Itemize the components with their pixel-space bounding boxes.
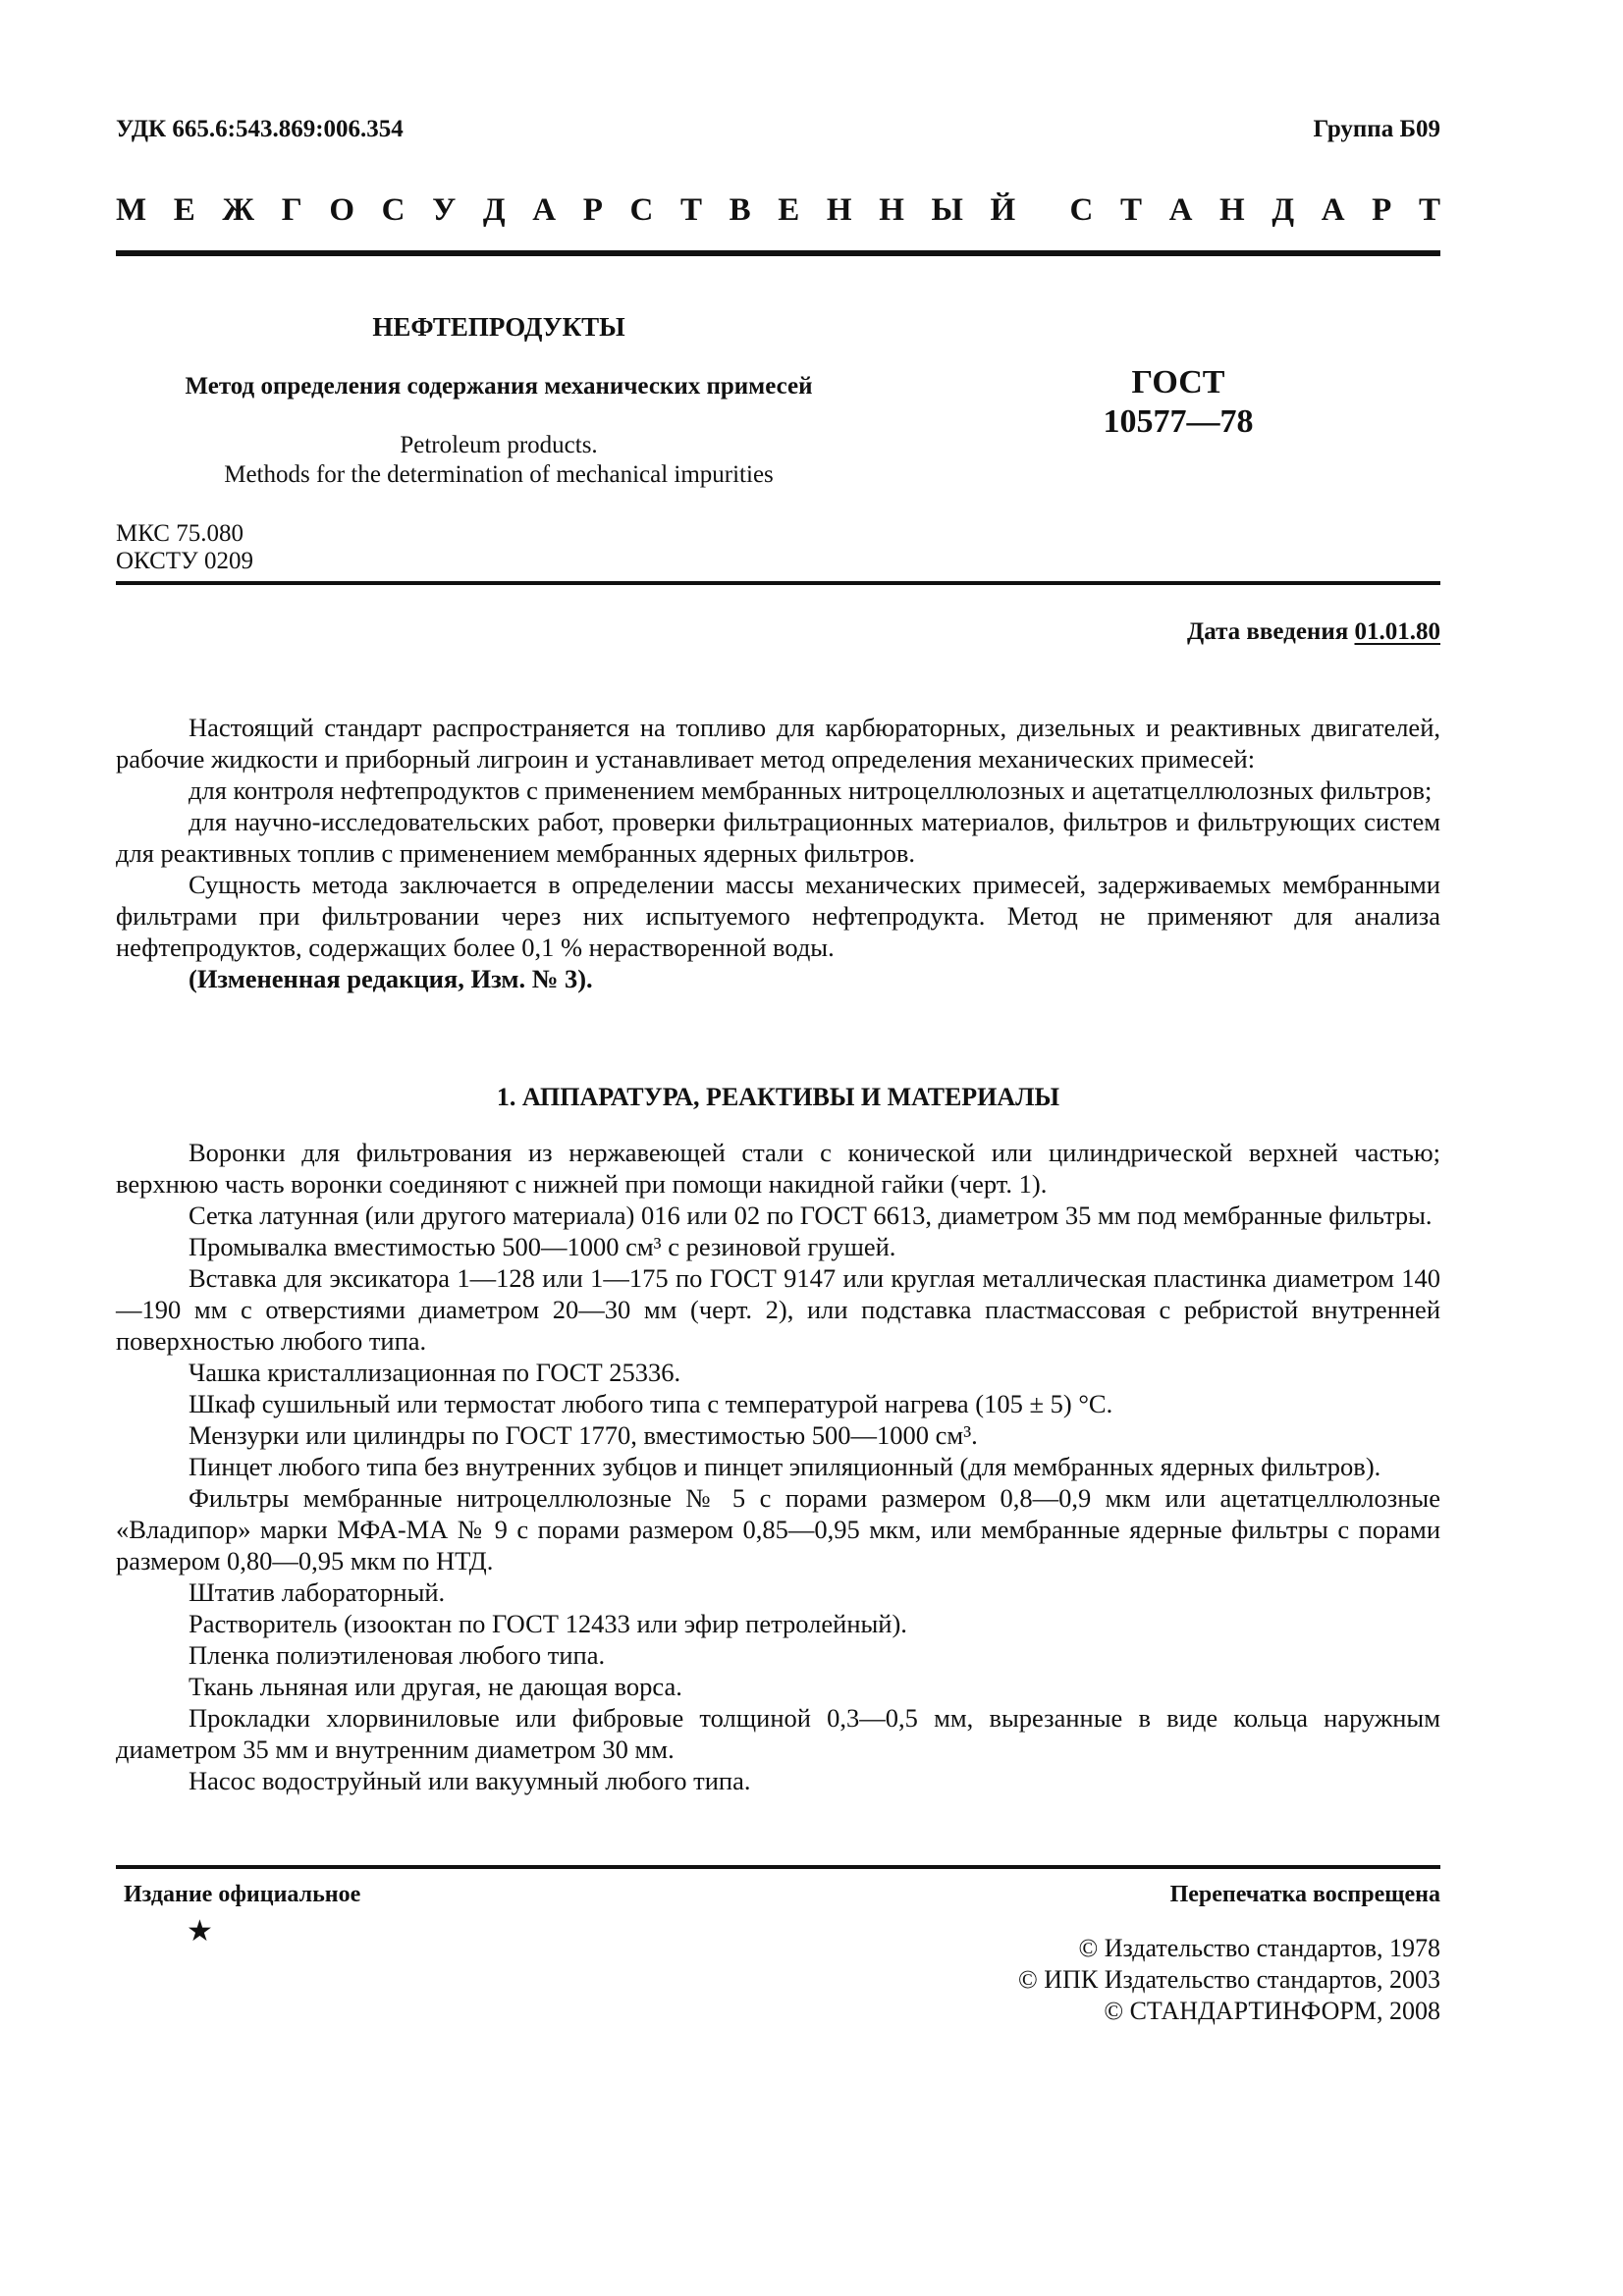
list-item: Сетка латунная (или другого материала) 016 или 02 по ГОСТ 6613, диаметром 35 мм под мембранные фильтры. [189,1201,1433,1230]
banner-letter: Д [1271,192,1295,228]
banner-letter: А [1168,192,1193,228]
banner-letter: Ж [222,192,255,228]
banner-letter: Н [1219,192,1245,228]
revision-note: (Измененная редакция, Изм. № 3). [189,964,593,993]
banner-letter: Д [482,192,506,228]
banner-letter: О [329,192,354,228]
list-item: Прокладки хлорвиниловые или фибровые толщиной 0,3—0,5 мм, вырезанные в виде кольца наружным диаметром 35 мм и внутренним диаметром 30 мм. [116,1703,1440,1764]
list-item: Промывалка вместимостью 500—1000 см³ с резиновой грушей. [189,1232,896,1261]
standard-banner [116,192,1440,229]
star-icon: ★ [187,1915,213,1948]
document-title: НЕФТЕПРОДУКТЫ [372,312,625,342]
copyright-line: © СТАНДАРТИНФОРМ, 2008 [1104,1997,1440,2025]
banner-letter: Т [1119,192,1142,228]
list-item: Чашка кристаллизационная по ГОСТ 25336. [189,1358,681,1387]
section-heading: 1. АППАРАТУРА, РЕАКТИВЫ И МАТЕРИАЛЫ [496,1083,1060,1111]
banner-letter: С [629,192,654,228]
list-item: Ткань льняная или другая, не дающая ворса. [189,1672,682,1701]
mks-code: МКС 75.080 [116,520,243,547]
document-subtitle: Метод определения содержания механических примесей [185,373,813,400]
official-edition: Издание официальное [124,1882,361,1907]
banner-letter: Т [680,192,703,228]
list-item: Растворитель (изооктан по ГОСТ 12433 или эфир петролейный). [189,1609,907,1638]
english-title-line: Petroleum products. [400,432,598,458]
banner-letter: В [729,192,751,228]
banner-letter: Р [582,192,603,228]
paragraph: для научно-исследовательских работ, проверки фильтрационных материалов, фильтров и фильтрующих систем для реактивных топлив с применением мембранных ядерных фильтров. [116,807,1440,868]
list-item: Пленка полиэтиленовая любого типа. [189,1640,606,1670]
intro-date-label: Дата введения [1187,618,1355,645]
banner-letter: С [1069,192,1094,228]
paragraph: Настоящий стандарт распространяется на топливо для карбюраторных, дизельных и реактивных двигателей, рабочие жидкости и приборный лигроин и устанавливает метод определения механических примесей: [116,713,1440,774]
banner-letter: М [116,192,147,228]
intro-date [1187,618,1440,646]
list-item: Воронки для фильтрования из нержавеющей стали с конической или цилиндрической верхней частью; верхнюю часть воронки соединяют с нижней при помощи накидной гайки (черт. 1). [116,1138,1440,1199]
banner-letter: Н [826,192,852,228]
banner-letter: Н [879,192,904,228]
header-divider [116,250,1440,256]
banner-letter: Е [778,192,800,228]
gost-number: 10577—78 [1103,403,1254,440]
banner-letter: Т [1418,192,1440,228]
footer-divider [116,1865,1440,1869]
banner-letter: Р [1372,192,1392,228]
copyright-line: © ИПК Издательство стандартов, 2003 [1018,1965,1440,1994]
list-item: Вставка для эксикатора 1—128 или 1—175 по ГОСТ 9147 или круглая металлическая пластинка диаметром 140—190 мм с отверстиями диаметром 20—30 мм (черт. 2), или подставка пластмассовая с ребристой внутренней поверхностью любого типа. [116,1263,1440,1356]
list-item: Мензурки или цилиндры по ГОСТ 1770, вместимостью 500—1000 см³. [189,1420,978,1450]
list-item: Шкаф сушильный или термостат любого типа с температурой нагрева (105 ± 5) °С. [189,1389,1113,1418]
udk-code: УДК 665.6:543.869:006.354 [116,116,404,142]
intro-date-value: 01.01.80 [1354,618,1440,645]
banner-letter: Й [990,192,1016,228]
paragraph: Сущность метода заключается в определении массы механических примесей, задерживаемых мембранными фильтрами при фильтровании через них испытуемого нефтепродукта. Метод не применяют для анализа нефтепродуктов, содержащих более 0,1 % нерастворенной воды. [116,870,1440,962]
banner-letter: С [381,192,406,228]
copyright-line: © Издательство стандартов, 1978 [1078,1934,1440,1962]
banner-letter: Г [281,192,302,228]
banner-letter: А [532,192,557,228]
okstu-code: ОКСТУ 0209 [116,548,254,574]
title-divider [116,581,1440,585]
group-code: Группа Б09 [1313,116,1440,142]
reprint-notice: Перепечатка воспрещена [1169,1882,1440,1907]
list-item: Фильтры мембранные нитроцеллюлозные № 5 с порами размером 0,8—0,9 мкм или ацетатцеллюлозные «Владипор» марки МФА-МА № 9 с порами размером 0,85—0,95 мкм, или мембранные ядерные фильтры с порами размером 0,80—0,95 мкм по НТД. [116,1483,1440,1575]
section-1-items [116,1137,1440,1796]
gost-label: ГОСТ [1131,364,1225,400]
english-title-line: Methods for the determination of mechanical impurities [224,461,774,488]
banner-letter: Ы [931,192,963,228]
paragraph: для контроля нефтепродуктов с применением мембранных нитроцеллюлозных и ацетатцеллюлозных фильтров; [189,775,1433,805]
banner-letter: А [1321,192,1345,228]
list-item: Штатив лабораторный. [189,1577,446,1607]
list-item: Насос водоструйный или вакуумный любого типа. [189,1766,751,1795]
list-item: Пинцет любого типа без внутренних зубцов и пинцет эпиляционный (для мембранных ядерных фильтров). [189,1452,1381,1481]
intro-text [116,712,1440,994]
banner-letter: У [432,192,457,228]
banner-letter: Е [173,192,195,228]
